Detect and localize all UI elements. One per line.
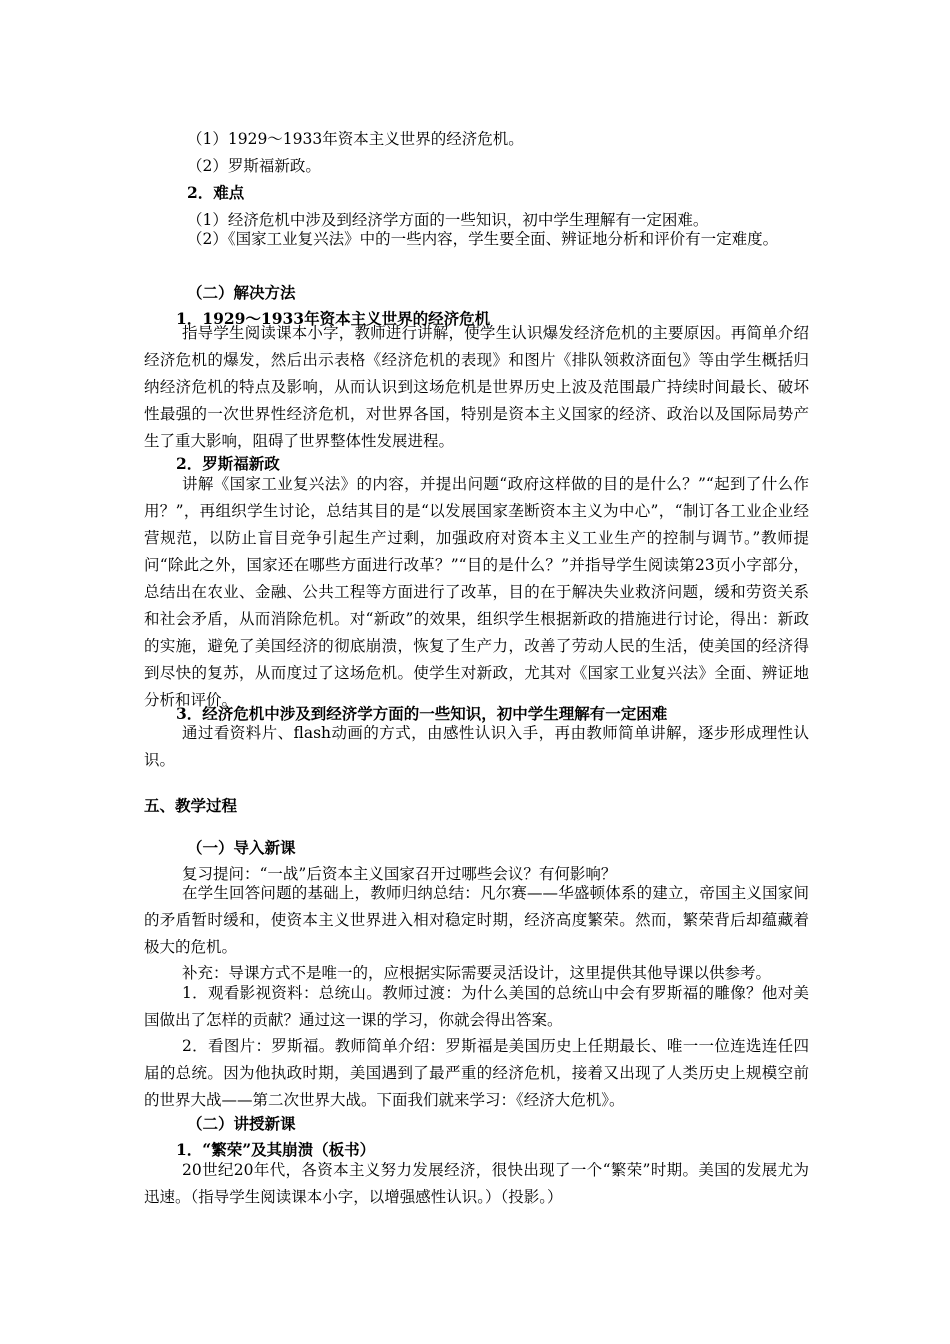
intro-review-question: 复习提问：“一战”后资本主义国家召开过哪些会议？有何影响？ <box>182 865 617 883</box>
intro-heading: （一）导入新课 <box>187 838 296 857</box>
solution-1-paragraph: 指导学生阅读课本小字，教师进行讲解，使学生认识爆发经济危机的主要原因。再简单介绍经济危机的爆发，然后出示表格《经济危机的表现》和图片《排队领救济面包》等由学生概括归纳经济危机的特点及影响，从而认识到这场危机是世界历史上波及范围最广持续时间最长、破坏性最强的一次世界性经济危机，对世界各国，特别是资本主义国家的经济、政治以及国际局势产生了重大影响，阻碍了世界整体性发展进程。 <box>144 324 809 450</box>
difficulty-1: （1）经济危机中涉及到经济学方面的一些知识，初中学生理解有一定困难。 <box>187 211 709 229</box>
key-point-2: （2）罗斯福新政。 <box>187 157 321 175</box>
new-lesson-heading: （二）讲授新课 <box>187 1114 296 1133</box>
intro-option-1: 1．观看影视资料：总统山。教师过渡：为什么美国的总统山中会有罗斯福的雕像？他对美国做出了怎样的贡献？通过这一课的学习，你就会得出答案。 <box>144 984 809 1029</box>
solution-3-heading: 3．经济危机中涉及到经济学方面的一些知识，初中学生理解有一定困难 <box>176 704 668 723</box>
intro-supplement: 补充：导课方式不是唯一的，应根据实际需要灵活设计，这里提供其他导课以供参考。 <box>182 964 772 982</box>
solution-2-paragraph: 讲解《国家工业复兴法》的内容，并提出问题“政府这样做的目的是什么？”“起到了什么作用？”，再组织学生讨论，总结其目的是“以发展国家垄断资本主义为中心”，“制订各工业企业经营规范，以防止盲目竞争引起生产过剩，加强政府对资本主义工业生产的控制与调节。”教师提问“除此之外，国家还在哪些方面进行改革？”“目的是什么？”并指导学生阅读第23页小字部分，总结出在农业、金融、公共工程等方面进行了改革，目的在于解决失业救济问题，缓和劳资关系和社会矛盾，从而消除危机。对“新政”的效果，组织学生根据新政的措施进行讨论，得出：新政的实施，避免了美国经济的彻底崩溃，恢复了生产力，改善了劳动人民的生活，使美国的经济得到尽快的复苏，从而度过了这场危机。使学生对新政，尤其对《国家工业复兴法》全面、辨证地分析和评价。 <box>144 475 809 709</box>
solution-2-heading: 2．罗斯福新政 <box>176 454 280 473</box>
difficulty-2: （2）《国家工业复兴法》中的一些内容，学生要全面、辨证地分析和评价有一定难度。 <box>187 230 779 248</box>
difficulty-heading: 2．难点 <box>187 183 245 202</box>
intro-summary-paragraph: 在学生回答问题的基础上，教师归纳总结：凡尔赛——华盛顿体系的建立，帝国主义国家间的矛盾暂时缓和，使资本主义世界进入相对稳定时期，经济高度繁荣。然而，繁荣背后却蕴藏着极大的危机。 <box>144 884 809 956</box>
key-point-1: （1）1929～1933年资本主义世界的经济危机。 <box>187 130 524 148</box>
solution-3-paragraph: 通过看资料片、flash动画的方式，由感性认识入手，再由教师简单讲解，逐步形成理性认识。 <box>144 724 809 769</box>
solution-1-heading: 1．1929～1933年资本主义世界的经济危机 <box>176 309 491 328</box>
section-five-heading: 五、教学过程 <box>144 796 238 815</box>
intro-option-2: 2．看图片：罗斯福。教师简单介绍：罗斯福是美国历史上任期最长、唯一一位连选连任四届的总统。因为他执政时期，美国遇到了最严重的经济危机，接着又出现了人类历史上规模空前的世界大战——第二次世界大战。下面我们就来学习：《经济大危机》。 <box>144 1037 809 1109</box>
prosperity-heading: 1．“繁荣”及其崩溃（板书） <box>176 1140 376 1159</box>
section-solution-heading: （二）解决方法 <box>187 283 296 302</box>
prosperity-paragraph: 20世纪20年代，各资本主义努力发展经济，很快出现了一个“繁荣”时期。美国的发展尤为迅速。（指导学生阅读课本小字，以增强感性认识。）（投影。） <box>144 1161 809 1206</box>
